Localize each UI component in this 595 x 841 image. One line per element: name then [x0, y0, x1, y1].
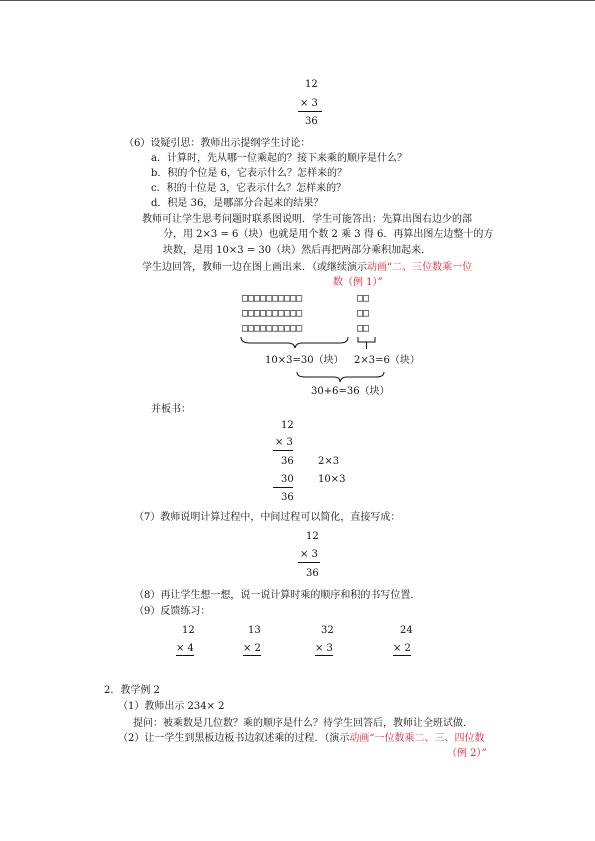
board-result: 36	[281, 492, 294, 503]
step6-answer-line1: 教师可让学生思考问题时联系图说明．学生可能答出：先算出图右边少的部	[142, 214, 472, 225]
total-label: 30+6=36（块）	[311, 386, 390, 397]
board-partial-1: 36	[281, 456, 294, 467]
board-title: 并板书：	[151, 404, 191, 415]
exercise-top: 12	[182, 625, 195, 636]
right-block-row: □□	[357, 293, 370, 304]
animation-link-2[interactable]: 动画“一位数乘二、三、四位数	[349, 733, 485, 744]
step6-answer-line2: 分，用 2×3 = 6（块）也就是用个数 2 乘 3 得 6．再算出图左边整十的方	[163, 229, 494, 240]
right-brace	[357, 336, 377, 350]
step6-question-a: a．计算时，先从哪一位乘起的？接下来乘的顺序是什么？	[151, 153, 407, 164]
animation-link-1-cont[interactable]: 数（例 1）”	[333, 277, 383, 288]
step6-draw-line: 学生边回答，教师一边在图上画出来．（或继续演示动画“二、三位数乘一位	[142, 262, 473, 273]
step6-question-c: c．积的十位是 3，它表示什么？怎样来的？	[151, 183, 347, 194]
ex2-step1-ask: 提问：被乘数是几位数？乘的顺序是什么？待学生回答后，教师让全班试做．	[133, 718, 473, 729]
step6-answer-line3: 块数，是用 10×3 = 30（块）然后再把两部分乘积加起来．	[163, 245, 432, 256]
step7-mult: × 3	[300, 549, 318, 560]
total-brace	[296, 371, 386, 383]
exercise-mult: × 2	[393, 643, 411, 654]
animation-link-1[interactable]: 动画“二、三位数乘一位	[367, 262, 473, 273]
calc-a-rule	[298, 111, 322, 112]
left-block-row: □□□□□□□□□□	[242, 308, 303, 319]
calc-a-mult: × 3	[300, 98, 318, 109]
ex2-step2: （2）让一学生到黑板边板书边叙述乘的过程．（演示动画“一位数乘二、三、四位数	[118, 733, 485, 744]
board-rule-1	[273, 450, 293, 451]
calc-a-top: 12	[305, 79, 318, 90]
step7-top: 12	[306, 531, 319, 542]
exercise-top: 32	[321, 625, 334, 636]
exercise-mult: × 4	[176, 643, 194, 654]
exercise-top: 24	[400, 625, 413, 636]
board-mult: × 3	[275, 437, 293, 448]
exercise-top: 13	[248, 625, 261, 636]
step6-title: （6）设疑引思：教师出示提纲学生讨论：	[124, 138, 311, 149]
ex2-title: 2．教学例 2	[104, 685, 160, 696]
left-label: 10×3=30（块）	[265, 355, 344, 366]
step6-question-d: d．积是 36，是哪部分合起来的结果？	[151, 198, 324, 209]
board-rule-2	[273, 487, 293, 488]
board-partial-2-note: 10×3	[318, 474, 346, 485]
animation-link-2-cont[interactable]: （例 2）”	[447, 748, 487, 759]
left-brace	[240, 336, 350, 348]
step7-result: 36	[306, 568, 319, 579]
left-block-row: □□□□□□□□□□	[242, 323, 303, 334]
step8-text: （8）再让学生想一想，说一说计算时乘的顺序和积的书写位置．	[134, 590, 421, 601]
step9-text: （9）反馈练习：	[134, 606, 211, 617]
board-partial-1-note: 2×3	[318, 456, 340, 467]
board-partial-2: 30	[281, 474, 294, 485]
right-label: 2×3=6（块）	[354, 355, 420, 366]
right-block-row: □□	[357, 323, 370, 334]
exercise-mult: × 3	[315, 643, 333, 654]
right-block-row: □□	[357, 308, 370, 319]
step7-rule	[298, 562, 320, 563]
ex2-step1: （1）教师出示 234× 2	[118, 701, 225, 712]
page-top-rule	[0, 0, 595, 1]
left-block-row: □□□□□□□□□□	[242, 293, 303, 304]
calc-a-result: 36	[305, 116, 318, 127]
exercise-mult: × 2	[243, 643, 261, 654]
step7-text: （7）教师说明计算过程中，中间过程可以简化，直接写成：	[134, 512, 401, 523]
board-top: 12	[281, 420, 294, 431]
step6-question-b: b．积的个位是 6，它表示什么？怎样来的？	[151, 168, 347, 179]
